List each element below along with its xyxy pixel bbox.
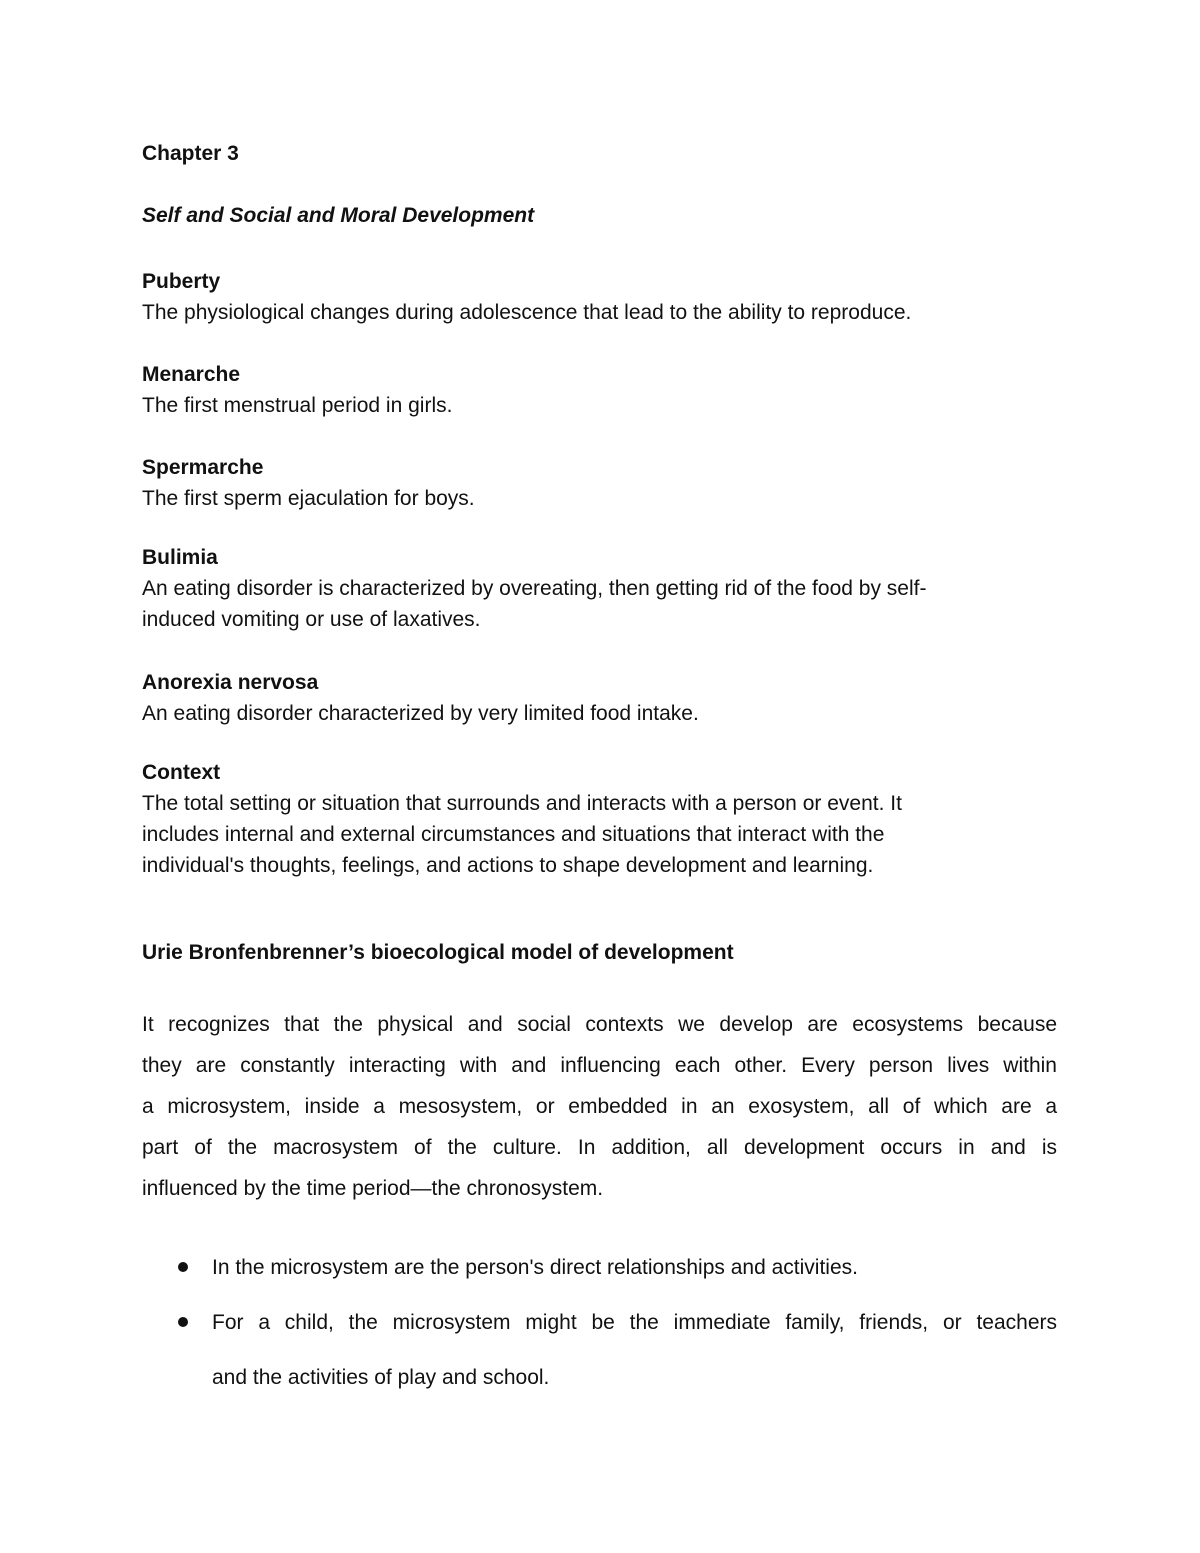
term-title: Anorexia nervosa xyxy=(142,671,319,694)
section-heading: Urie Bronfenbrenner’s bioecological model of development xyxy=(142,941,734,964)
list-item xyxy=(142,1295,1057,1405)
bullet-text: In the microsystem are the person's direct relationships and activities. xyxy=(212,1256,858,1279)
term-menarche xyxy=(142,359,1062,421)
definition-line: The physiological changes during adolescence that lead to the ability to reproduce. xyxy=(142,301,912,324)
term-definition xyxy=(142,698,1062,729)
term-bulimia xyxy=(142,542,1062,635)
term-title: Spermarche xyxy=(142,456,264,479)
bullet-list xyxy=(142,1240,1057,1405)
term-spermarche xyxy=(142,452,1062,514)
bullet-text: For a child, the microsystem might be the immediate family, friends, or teachers xyxy=(212,1311,1057,1334)
list-item xyxy=(142,1240,1057,1295)
definition-line: The first sperm ejaculation for boys. xyxy=(142,487,475,510)
definition-line: The first menstrual period in girls. xyxy=(142,394,453,417)
paragraph-line: influenced by the time period—the chronosystem. xyxy=(142,1177,604,1200)
term-anorexia-nervosa xyxy=(142,667,1062,729)
body-paragraph xyxy=(142,1004,1057,1209)
definition-line: An eating disorder is characterized by overeating, then getting rid of the food by self- xyxy=(142,577,927,600)
definition-line: individual's thoughts, feelings, and actions to shape development and learning. xyxy=(142,854,874,877)
paragraph-line: they are constantly interacting with and influencing each other. Every person lives within xyxy=(142,1054,1057,1077)
term-puberty xyxy=(142,266,1062,328)
term-title: Bulimia xyxy=(142,546,218,569)
term-context xyxy=(142,757,1062,881)
bullet-icon xyxy=(178,1317,188,1327)
chapter-subtitle: Self and Social and Moral Development xyxy=(142,204,535,227)
term-definition xyxy=(142,390,1062,421)
definition-line: induced vomiting or use of laxatives. xyxy=(142,608,481,631)
paragraph-line: It recognizes that the physical and social contexts we develop are ecosystems because xyxy=(142,1013,1057,1036)
term-definition xyxy=(142,297,1062,328)
paragraph-line: part of the macrosystem of the culture. In addition, all development occurs in and is xyxy=(142,1136,1057,1159)
chapter-title: Chapter 3 xyxy=(142,142,239,165)
term-definition xyxy=(142,573,1062,635)
term-definition xyxy=(142,788,1062,881)
term-title: Puberty xyxy=(142,270,221,293)
bullet-text: and the activities of play and school. xyxy=(212,1366,550,1389)
definition-line: includes internal and external circumstances and situations that interact with the xyxy=(142,823,885,846)
paragraph-line: a microsystem, inside a mesosystem, or embedded in an exosystem, all of which are a xyxy=(142,1095,1057,1118)
definition-line: An eating disorder characterized by very limited food intake. xyxy=(142,702,699,725)
term-title: Menarche xyxy=(142,363,241,386)
term-title: Context xyxy=(142,761,221,784)
bullet-icon xyxy=(178,1262,188,1272)
term-definition xyxy=(142,483,1062,514)
definition-line: The total setting or situation that surrounds and interacts with a person or event. It xyxy=(142,792,902,815)
